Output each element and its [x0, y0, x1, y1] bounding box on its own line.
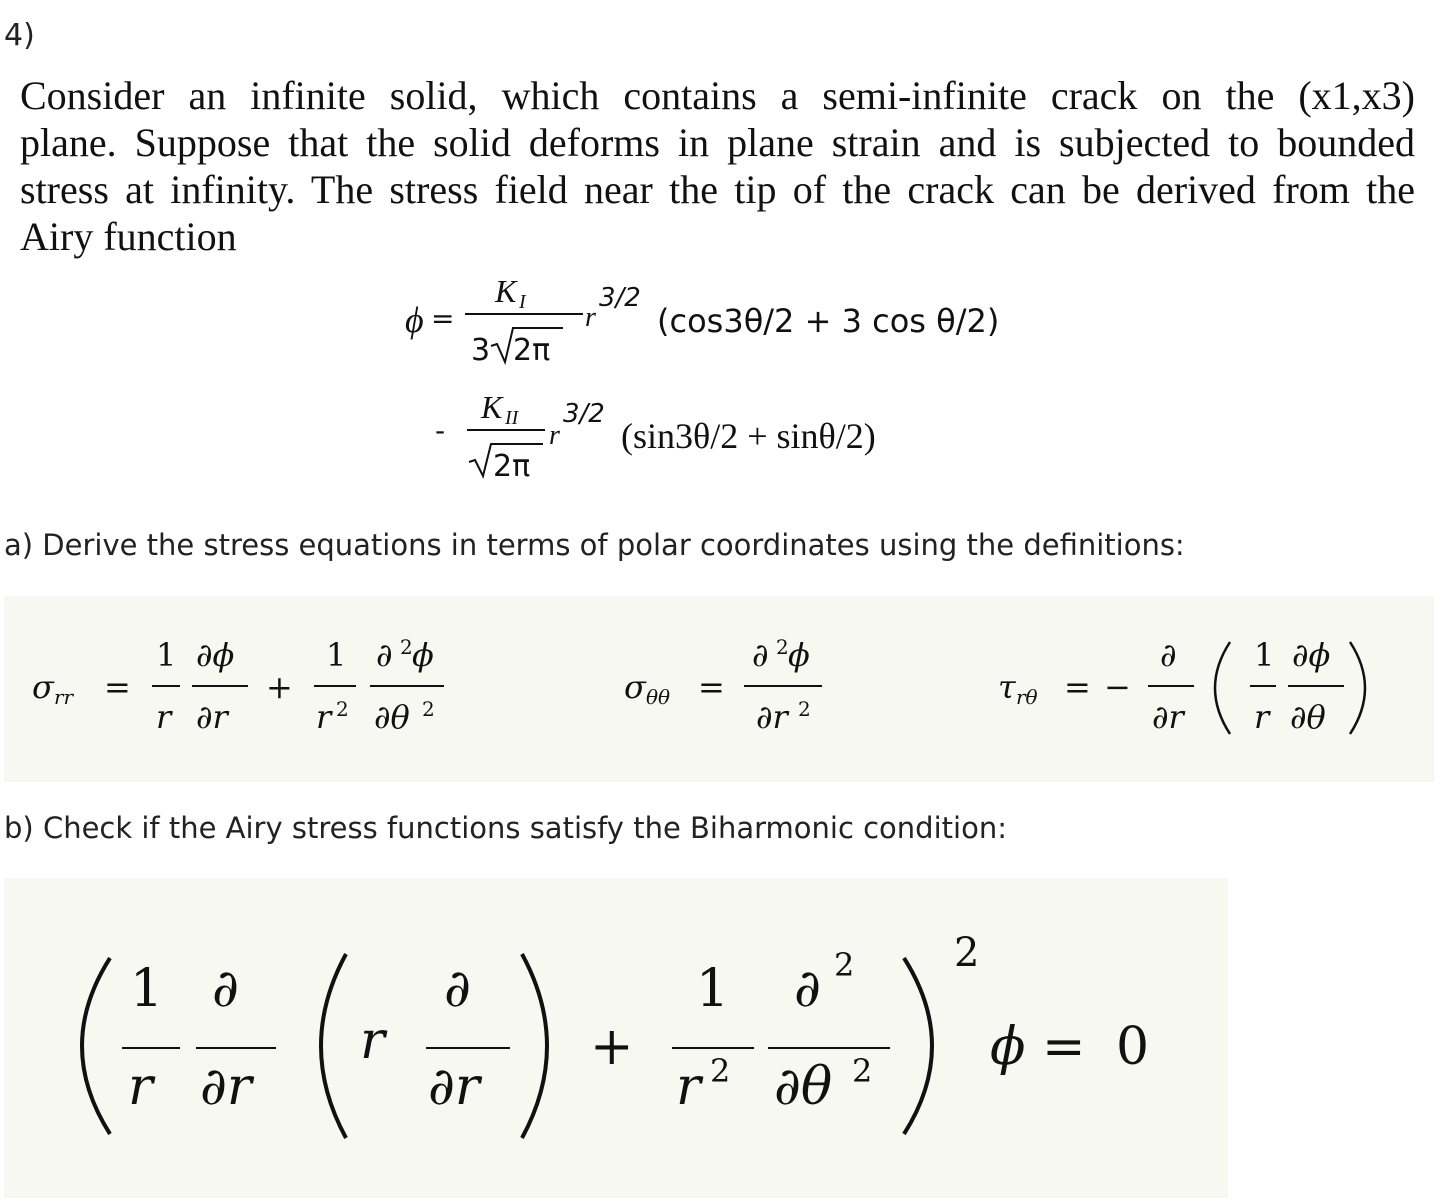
svg-text:σ: σ — [32, 668, 54, 706]
svg-text:ϕ: ϕ — [990, 1017, 1026, 1077]
phi-symbol: ϕ — [405, 300, 424, 340]
svg-text:∂ϕ: ∂ϕ — [1292, 636, 1331, 674]
exponent-1: 3/2 — [599, 283, 641, 313]
part-b-label: b) Check if the Airy stress functions satisfy the Biharmonic condition: — [4, 811, 1007, 845]
k1-denominator-radicand: 2π — [513, 333, 551, 368]
svg-text:2: 2 — [710, 1052, 731, 1090]
svg-text:∂: ∂ — [212, 959, 239, 1019]
svg-text:2: 2 — [834, 946, 855, 984]
r-variable-2: r — [549, 420, 560, 451]
svg-text:∂r: ∂r — [196, 698, 228, 736]
svg-text:∂r: ∂r — [1152, 698, 1184, 736]
svg-text:∂: ∂ — [1160, 636, 1177, 674]
equals-sign: = — [431, 302, 455, 335]
svg-text:1: 1 — [696, 959, 730, 1019]
term2: (sin3θ/2 + sinθ/2) — [621, 416, 876, 456]
svg-text:0: 0 — [1116, 1017, 1150, 1077]
k1-denominator-coef: 3 — [471, 333, 491, 368]
svg-text:∂r: ∂r — [756, 698, 788, 736]
svg-text:2: 2 — [954, 930, 980, 976]
part-a-label: a) Derive the stress equations in terms of polar coordinates using the definitions: — [4, 528, 1185, 562]
svg-text:θθ: θθ — [646, 685, 671, 709]
svg-text:∂θ: ∂θ — [774, 1057, 833, 1117]
svg-text:∂θ: ∂θ — [1290, 698, 1326, 736]
svg-text:2: 2 — [798, 697, 811, 721]
problem-line-1: Consider an infinite solid, which contains a semi-infinite crack on the (x1,x3) — [20, 73, 1415, 118]
svg-text:=: = — [698, 668, 725, 706]
svg-text:∂: ∂ — [376, 636, 393, 674]
svg-text:=: = — [1064, 668, 1091, 706]
svg-text:+: + — [590, 1017, 634, 1077]
problem-statement — [20, 72, 1415, 260]
k2-denominator-radicand: 2π — [493, 449, 531, 484]
k1-numerator: K — [495, 273, 517, 309]
airy-function-svg — [395, 270, 1055, 500]
exponent-2: 3/2 — [563, 399, 605, 429]
svg-text:1: 1 — [156, 636, 177, 674]
biharmonic-condition-box — [4, 878, 1228, 1198]
svg-text:∂: ∂ — [794, 959, 821, 1019]
question-number: 4) — [4, 18, 35, 53]
svg-text:r: r — [360, 1011, 385, 1071]
svg-text:∂r: ∂r — [200, 1057, 252, 1117]
svg-text:1: 1 — [1254, 636, 1275, 674]
svg-text:r: r — [676, 1057, 701, 1117]
svg-text:r: r — [128, 1057, 153, 1117]
sigma-theta-theta-equation — [624, 635, 822, 736]
svg-text:r: r — [156, 698, 172, 736]
svg-text:1: 1 — [130, 959, 164, 1019]
problem-line-2: plane. Suppose that the solid deforms in plane strain and is subjected to bounded — [20, 120, 1415, 165]
svg-text:∂: ∂ — [752, 636, 769, 674]
biharmonic-condition-svg — [4, 878, 1228, 1198]
svg-text:r: r — [1254, 698, 1270, 736]
svg-text:+: + — [266, 668, 293, 706]
svg-text:r: r — [316, 698, 332, 736]
svg-text:τ: τ — [998, 668, 1016, 706]
stress-definitions-svg — [4, 596, 1434, 782]
svg-text:2: 2 — [336, 697, 349, 721]
problem-line-4: Airy function — [20, 214, 237, 259]
svg-text:1: 1 — [326, 636, 347, 674]
svg-text:2: 2 — [852, 1052, 873, 1090]
svg-text:∂r: ∂r — [428, 1057, 480, 1117]
svg-text:∂ϕ: ∂ϕ — [196, 636, 235, 674]
minus-sign: - — [435, 414, 446, 447]
svg-text:=: = — [104, 668, 131, 706]
tau-r-theta-equation — [998, 636, 1365, 736]
sigma-rr-equation — [32, 635, 444, 736]
svg-text:rr: rr — [54, 685, 74, 709]
k2-numerator: K — [481, 389, 503, 425]
svg-text:rθ: rθ — [1016, 685, 1038, 709]
k2-subscript: II — [505, 407, 519, 429]
svg-text:∂θ: ∂θ — [374, 698, 410, 736]
problem-line-3: stress at infinity. The stress field near the tip of the crack can be derived from the — [20, 167, 1415, 212]
r-variable-1: r — [585, 302, 596, 333]
svg-text:2: 2 — [776, 635, 789, 659]
k1-subscript: I — [519, 291, 526, 313]
svg-text:−: − — [1104, 668, 1131, 706]
airy-function-equation — [395, 270, 1055, 500]
svg-text:=: = — [1042, 1017, 1086, 1077]
term1: (cos3θ/2 + 3 cos θ/2) — [657, 302, 1000, 340]
stress-definitions-box — [4, 596, 1434, 782]
svg-text:ϕ: ϕ — [412, 636, 434, 674]
svg-text:2: 2 — [422, 697, 435, 721]
svg-text:ϕ: ϕ — [788, 636, 810, 674]
svg-text:∂: ∂ — [444, 959, 471, 1019]
svg-text:2: 2 — [400, 635, 413, 659]
svg-text:σ: σ — [624, 668, 646, 706]
